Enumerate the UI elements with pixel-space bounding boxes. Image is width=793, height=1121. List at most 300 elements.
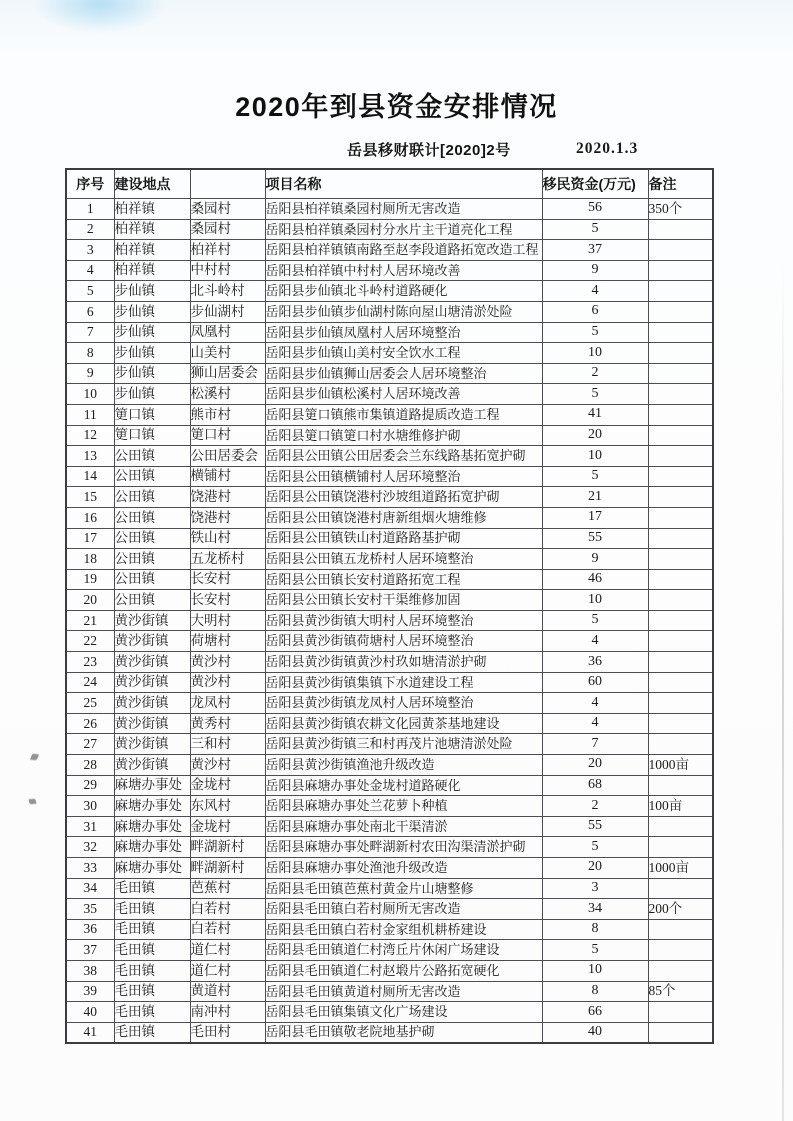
cell-amount: 68 <box>542 775 648 796</box>
cell-no: 15 <box>66 487 114 508</box>
cell-project: 岳阳县步仙镇山美村安全饮水工程 <box>265 343 542 364</box>
cell-town: 毛田镇 <box>114 919 190 940</box>
cell-project: 岳阳县步仙镇北斗岭村道路硬化 <box>265 281 542 302</box>
cell-amount: 20 <box>542 425 648 446</box>
cell-no: 3 <box>66 240 114 261</box>
cell-village: 黄沙村 <box>190 672 265 693</box>
cell-project: 岳阳县筻口镇筻口村水塘维修护砌 <box>265 425 542 446</box>
cell-no: 20 <box>66 590 114 611</box>
cell-village: 黄秀村 <box>190 713 265 734</box>
header-cell-note: 备注 <box>648 169 713 199</box>
cell-no: 5 <box>66 281 114 302</box>
cell-village: 道仁村 <box>190 960 265 981</box>
cell-note <box>648 590 713 611</box>
cell-project: 岳阳县步仙镇松溪村人居环境改善 <box>265 384 542 405</box>
cell-amount: 55 <box>542 816 648 837</box>
cell-amount: 56 <box>542 199 648 220</box>
cell-no: 30 <box>66 796 114 817</box>
cell-no: 22 <box>66 631 114 652</box>
cell-project: 岳阳县黄沙街镇黄沙村玖如塘清淤护砌 <box>265 652 542 673</box>
cell-village: 柏祥村 <box>190 240 265 261</box>
cell-village: 北斗岭村 <box>190 281 265 302</box>
header-cell-amount: 移民资金(万元) <box>542 169 648 199</box>
cell-town: 公田镇 <box>114 590 190 611</box>
cell-town: 黄沙街镇 <box>114 631 190 652</box>
cell-project: 岳阳县步仙镇狮山居委会人居环境整治 <box>265 363 542 384</box>
table-row <box>66 816 713 837</box>
table-row <box>66 1022 713 1043</box>
cell-town: 黄沙街镇 <box>114 693 190 714</box>
cell-amount: 46 <box>542 569 648 590</box>
cell-project: 岳阳县黄沙街镇荷塘村人居环境整治 <box>265 631 542 652</box>
cell-project: 岳阳县黄沙街镇农耕文化园黄茶基地建设 <box>265 713 542 734</box>
cell-note <box>648 301 713 322</box>
cell-note <box>648 610 713 631</box>
cell-note <box>648 1022 713 1043</box>
table-row <box>66 693 713 714</box>
table-row <box>66 672 713 693</box>
cell-note <box>648 404 713 425</box>
cell-note <box>648 219 713 240</box>
table-row <box>66 775 713 796</box>
cell-amount: 5 <box>542 837 648 858</box>
cell-note <box>648 281 713 302</box>
cell-town: 步仙镇 <box>114 384 190 405</box>
cell-village: 黄沙村 <box>190 755 265 776</box>
cell-project: 岳阳县毛田镇集镇文化广场建设 <box>265 1002 542 1023</box>
cell-note <box>648 487 713 508</box>
cell-no: 7 <box>66 322 114 343</box>
table-row <box>66 528 713 549</box>
cell-project: 岳阳县筻口镇熊市集镇道路提质改造工程 <box>265 404 542 425</box>
cell-town: 麻塘办事处 <box>114 858 190 879</box>
cell-no: 18 <box>66 549 114 570</box>
cell-amount: 8 <box>542 981 648 1002</box>
cell-town: 黄沙街镇 <box>114 755 190 776</box>
cell-amount: 41 <box>542 404 648 425</box>
table-row <box>66 610 713 631</box>
cell-amount: 10 <box>542 960 648 981</box>
table-row <box>66 363 713 384</box>
cell-village: 公田居委会 <box>190 446 265 467</box>
cell-no: 4 <box>66 260 114 281</box>
cell-village: 白若村 <box>190 919 265 940</box>
table-row <box>66 652 713 673</box>
cell-project: 岳阳县麻塘办事处渔池升级改造 <box>265 858 542 879</box>
cell-project: 岳阳县黄沙街镇大明村人居环境整治 <box>265 610 542 631</box>
cell-town: 毛田镇 <box>114 878 190 899</box>
cell-town: 麻塘办事处 <box>114 796 190 817</box>
table-row <box>66 549 713 570</box>
cell-project: 岳阳县黄沙街镇集镇下水道建设工程 <box>265 672 542 693</box>
cell-note: 350个 <box>648 199 713 220</box>
cell-town: 黄沙街镇 <box>114 734 190 755</box>
cell-village: 松溪村 <box>190 384 265 405</box>
cell-town: 麻塘办事处 <box>114 816 190 837</box>
cell-village: 狮山居委会 <box>190 363 265 384</box>
cell-project: 岳阳县步仙镇凤凰村人居环境整治 <box>265 322 542 343</box>
cell-project: 岳阳县黄沙街镇龙凤村人居环境整治 <box>265 693 542 714</box>
cell-no: 34 <box>66 878 114 899</box>
cell-town: 柏祥镇 <box>114 240 190 261</box>
cell-no: 33 <box>66 858 114 879</box>
cell-amount: 55 <box>542 528 648 549</box>
table-row <box>66 404 713 425</box>
cell-project: 岳阳县柏祥镇镇南路至赵李段道路拓宽改造工程 <box>265 240 542 261</box>
cell-town: 筻口镇 <box>114 404 190 425</box>
cell-amount: 9 <box>542 260 648 281</box>
cell-village: 长安村 <box>190 590 265 611</box>
table-row <box>66 878 713 899</box>
header-cell-project: 项目名称 <box>265 169 542 199</box>
table-row <box>66 322 713 343</box>
cell-note <box>648 446 713 467</box>
cell-note <box>648 631 713 652</box>
cell-note: 85个 <box>648 981 713 1002</box>
fund-allocation-table <box>65 168 714 1044</box>
cell-note <box>648 734 713 755</box>
cell-village: 黄沙村 <box>190 652 265 673</box>
cell-no: 36 <box>66 919 114 940</box>
cell-no: 41 <box>66 1022 114 1043</box>
cell-note <box>648 960 713 981</box>
cell-town: 公田镇 <box>114 569 190 590</box>
cell-no: 23 <box>66 652 114 673</box>
cell-village: 东风村 <box>190 796 265 817</box>
cell-no: 19 <box>66 569 114 590</box>
cell-no: 17 <box>66 528 114 549</box>
cell-amount: 4 <box>542 631 648 652</box>
table-row <box>66 384 713 405</box>
cell-no: 6 <box>66 301 114 322</box>
cell-village: 畔湖新村 <box>190 858 265 879</box>
cell-village: 筻口村 <box>190 425 265 446</box>
cell-project: 岳阳县公田镇饶港村沙坡组道路拓宽护砌 <box>265 487 542 508</box>
cell-note <box>648 713 713 734</box>
cell-amount: 5 <box>542 610 648 631</box>
cell-village: 南冲村 <box>190 1002 265 1023</box>
cell-town: 黄沙街镇 <box>114 672 190 693</box>
cell-project: 岳阳县毛田镇道仁村赵塅片公路拓宽硬化 <box>265 960 542 981</box>
cell-amount: 20 <box>542 858 648 879</box>
cell-note <box>648 775 713 796</box>
table-row <box>66 960 713 981</box>
cell-note <box>648 343 713 364</box>
cell-project: 岳阳县黄沙街镇三和村再茂片池塘清淤处险 <box>265 734 542 755</box>
table-header-row <box>66 169 713 199</box>
table-row <box>66 260 713 281</box>
cell-note <box>648 425 713 446</box>
cell-project: 岳阳县柏祥镇中村村人居环境改善 <box>265 260 542 281</box>
cell-amount: 36 <box>542 652 648 673</box>
cell-village: 三和村 <box>190 734 265 755</box>
table-row <box>66 631 713 652</box>
cell-project: 岳阳县毛田镇敬老院地基护砌 <box>265 1022 542 1043</box>
table-body <box>66 199 713 1043</box>
margin-pencil-mark <box>28 799 36 804</box>
table-row <box>66 590 713 611</box>
cell-town: 毛田镇 <box>114 1002 190 1023</box>
cell-amount: 10 <box>542 446 648 467</box>
cell-note: 200个 <box>648 899 713 920</box>
cell-amount: 7 <box>542 734 648 755</box>
cell-town: 麻塘办事处 <box>114 775 190 796</box>
cell-no: 21 <box>66 610 114 631</box>
cell-project: 岳阳县黄沙街镇渔池升级改造 <box>265 755 542 776</box>
cell-village: 长安村 <box>190 569 265 590</box>
table-row <box>66 981 713 1002</box>
cell-village: 金垅村 <box>190 775 265 796</box>
cell-no: 29 <box>66 775 114 796</box>
cell-project: 岳阳县柏祥镇桑园村分水片主干道亮化工程 <box>265 219 542 240</box>
cell-amount: 3 <box>542 878 648 899</box>
cell-no: 13 <box>66 446 114 467</box>
cell-amount: 2 <box>542 796 648 817</box>
cell-note <box>648 384 713 405</box>
cell-village: 黄道村 <box>190 981 265 1002</box>
cell-village: 中村村 <box>190 260 265 281</box>
cell-town: 公田镇 <box>114 487 190 508</box>
cell-village: 桑园村 <box>190 219 265 240</box>
table-row <box>66 446 713 467</box>
cell-project: 岳阳县麻塘办事处南北干渠清淤 <box>265 816 542 837</box>
table-row <box>66 919 713 940</box>
table-row <box>66 507 713 528</box>
cell-project: 岳阳县柏祥镇桑园村厕所无害改造 <box>265 199 542 220</box>
header-cell-no: 序号 <box>66 169 114 199</box>
cell-note: 100亩 <box>648 796 713 817</box>
cell-no: 32 <box>66 837 114 858</box>
cell-note <box>648 919 713 940</box>
cell-note <box>648 672 713 693</box>
table-row <box>66 569 713 590</box>
table-row <box>66 219 713 240</box>
cell-town: 黄沙街镇 <box>114 652 190 673</box>
cell-town: 步仙镇 <box>114 363 190 384</box>
cell-amount: 66 <box>542 1002 648 1023</box>
cell-no: 28 <box>66 755 114 776</box>
cell-no: 11 <box>66 404 114 425</box>
cell-no: 9 <box>66 363 114 384</box>
cell-amount: 4 <box>542 693 648 714</box>
cell-project: 岳阳县公田镇饶港村唐新组烟火塘维修 <box>265 507 542 528</box>
cell-village: 金垅村 <box>190 816 265 837</box>
table-row <box>66 837 713 858</box>
cell-project: 岳阳县毛田镇芭蕉村黄金片山塘整修 <box>265 878 542 899</box>
cell-project: 岳阳县毛田镇黄道村厕所无害改造 <box>265 981 542 1002</box>
cell-no: 40 <box>66 1002 114 1023</box>
cell-town: 步仙镇 <box>114 301 190 322</box>
table-row <box>66 734 713 755</box>
cell-note: 1000亩 <box>648 858 713 879</box>
cell-project: 岳阳县麻塘办事处金垅村道路硬化 <box>265 775 542 796</box>
cell-amount: 5 <box>542 940 648 961</box>
cell-village: 芭蕉村 <box>190 878 265 899</box>
cell-note <box>648 528 713 549</box>
cell-village: 荷塘村 <box>190 631 265 652</box>
cell-note <box>648 240 713 261</box>
cell-no: 16 <box>66 507 114 528</box>
cell-project: 岳阳县麻塘办事处畔湖新村农田沟渠清淤护砌 <box>265 837 542 858</box>
cell-note <box>648 322 713 343</box>
cell-note <box>648 837 713 858</box>
cell-amount: 5 <box>542 322 648 343</box>
cell-no: 35 <box>66 899 114 920</box>
cell-no: 25 <box>66 693 114 714</box>
cell-amount: 40 <box>542 1022 648 1043</box>
cell-village: 畔湖新村 <box>190 837 265 858</box>
doc-date: 2020.1.3 <box>576 140 639 157</box>
cell-project: 岳阳县毛田镇道仁村湾丘片休闲广场建设 <box>265 940 542 961</box>
cell-note <box>648 363 713 384</box>
cell-note <box>648 1002 713 1023</box>
cell-village: 大明村 <box>190 610 265 631</box>
table-row <box>66 425 713 446</box>
margin-pencil-mark <box>30 754 39 761</box>
cell-village: 凤凰村 <box>190 322 265 343</box>
cell-no: 2 <box>66 219 114 240</box>
cell-project: 岳阳县公田镇长安村干渠维修加固 <box>265 590 542 611</box>
cell-amount: 5 <box>542 466 648 487</box>
table-row <box>66 301 713 322</box>
cell-amount: 60 <box>542 672 648 693</box>
cell-no: 8 <box>66 343 114 364</box>
cell-note <box>648 878 713 899</box>
cell-town: 毛田镇 <box>114 960 190 981</box>
cell-amount: 10 <box>542 590 648 611</box>
cell-village: 山美村 <box>190 343 265 364</box>
cell-village: 熊市村 <box>190 404 265 425</box>
doc-number: 岳县移财联计[2020]2号 <box>347 142 511 159</box>
cell-amount: 17 <box>542 507 648 528</box>
cell-project: 岳阳县公田镇长安村道路拓宽工程 <box>265 569 542 590</box>
cell-note <box>648 507 713 528</box>
cell-note <box>648 652 713 673</box>
cell-amount: 21 <box>542 487 648 508</box>
table-row <box>66 281 713 302</box>
cell-project: 岳阳县毛田镇白若村金家组机耕桥建设 <box>265 919 542 940</box>
cell-village: 五龙桥村 <box>190 549 265 570</box>
cell-note <box>648 940 713 961</box>
table-row <box>66 466 713 487</box>
table-row <box>66 240 713 261</box>
cell-no: 37 <box>66 940 114 961</box>
header-cell-blank <box>190 169 265 199</box>
cell-project: 岳阳县公田镇五龙桥村人居环境整治 <box>265 549 542 570</box>
table-row <box>66 713 713 734</box>
table-row <box>66 487 713 508</box>
cell-town: 毛田镇 <box>114 981 190 1002</box>
cell-project: 岳阳县公田镇横铺村人居环境整治 <box>265 466 542 487</box>
cell-note <box>648 569 713 590</box>
table-row <box>66 940 713 961</box>
header-cell-location: 建设地点 <box>114 169 190 199</box>
cell-note <box>648 693 713 714</box>
cell-village: 铁山村 <box>190 528 265 549</box>
table-row <box>66 796 713 817</box>
cell-town: 公田镇 <box>114 466 190 487</box>
table-row <box>66 1002 713 1023</box>
table-row <box>66 199 713 220</box>
cell-note <box>648 260 713 281</box>
cell-amount: 34 <box>542 899 648 920</box>
cell-note: 1000亩 <box>648 755 713 776</box>
cell-village: 白若村 <box>190 899 265 920</box>
cell-no: 24 <box>66 672 114 693</box>
cell-town: 柏祥镇 <box>114 219 190 240</box>
page-title: 2020年到县资金安排情况 <box>235 92 558 122</box>
cell-no: 39 <box>66 981 114 1002</box>
cell-town: 黄沙街镇 <box>114 713 190 734</box>
cell-no: 27 <box>66 734 114 755</box>
cell-amount: 5 <box>542 384 648 405</box>
cell-town: 毛田镇 <box>114 940 190 961</box>
cell-amount: 20 <box>542 755 648 776</box>
cell-village: 桑园村 <box>190 199 265 220</box>
scan-edge-shadow <box>782 260 784 1121</box>
cell-town: 步仙镇 <box>114 322 190 343</box>
cell-no: 10 <box>66 384 114 405</box>
cell-no: 12 <box>66 425 114 446</box>
cell-town: 步仙镇 <box>114 281 190 302</box>
cell-village: 饶港村 <box>190 507 265 528</box>
cell-town: 柏祥镇 <box>114 260 190 281</box>
cell-town: 柏祥镇 <box>114 199 190 220</box>
cell-project: 岳阳县毛田镇白若村厕所无害改造 <box>265 899 542 920</box>
cell-note <box>648 816 713 837</box>
cell-no: 26 <box>66 713 114 734</box>
table-row <box>66 755 713 776</box>
cell-town: 公田镇 <box>114 549 190 570</box>
cell-village: 龙凤村 <box>190 693 265 714</box>
cell-amount: 37 <box>542 240 648 261</box>
cell-amount: 4 <box>542 281 648 302</box>
cell-town: 毛田镇 <box>114 899 190 920</box>
cell-town: 公田镇 <box>114 507 190 528</box>
cell-amount: 9 <box>542 549 648 570</box>
cell-town: 麻塘办事处 <box>114 837 190 858</box>
cell-amount: 2 <box>542 363 648 384</box>
cell-project: 岳阳县麻塘办事处兰花萝卜种植 <box>265 796 542 817</box>
cell-project: 岳阳县步仙镇步仙湖村陈向屋山塘清淤处险 <box>265 301 542 322</box>
cell-note <box>648 466 713 487</box>
cell-project: 岳阳县公田镇公田居委会兰东线路基拓宽护砌 <box>265 446 542 467</box>
cell-no: 14 <box>66 466 114 487</box>
cell-amount: 6 <box>542 301 648 322</box>
table-row <box>66 343 713 364</box>
table-row <box>66 899 713 920</box>
cell-no: 38 <box>66 960 114 981</box>
cell-town: 毛田镇 <box>114 1022 190 1043</box>
cell-no: 1 <box>66 199 114 220</box>
cell-village: 饶港村 <box>190 487 265 508</box>
cell-village: 毛田村 <box>190 1022 265 1043</box>
cell-town: 筻口镇 <box>114 425 190 446</box>
cell-amount: 10 <box>542 343 648 364</box>
cell-note <box>648 549 713 570</box>
cell-project: 岳阳县公田镇铁山村道路路基护砌 <box>265 528 542 549</box>
cell-no: 31 <box>66 816 114 837</box>
cell-amount: 8 <box>542 919 648 940</box>
cell-village: 道仁村 <box>190 940 265 961</box>
table-row <box>66 858 713 879</box>
cell-town: 黄沙街镇 <box>114 610 190 631</box>
cell-town: 公田镇 <box>114 446 190 467</box>
cell-town: 公田镇 <box>114 528 190 549</box>
cell-amount: 4 <box>542 713 648 734</box>
cell-town: 步仙镇 <box>114 343 190 364</box>
cell-amount: 5 <box>542 219 648 240</box>
